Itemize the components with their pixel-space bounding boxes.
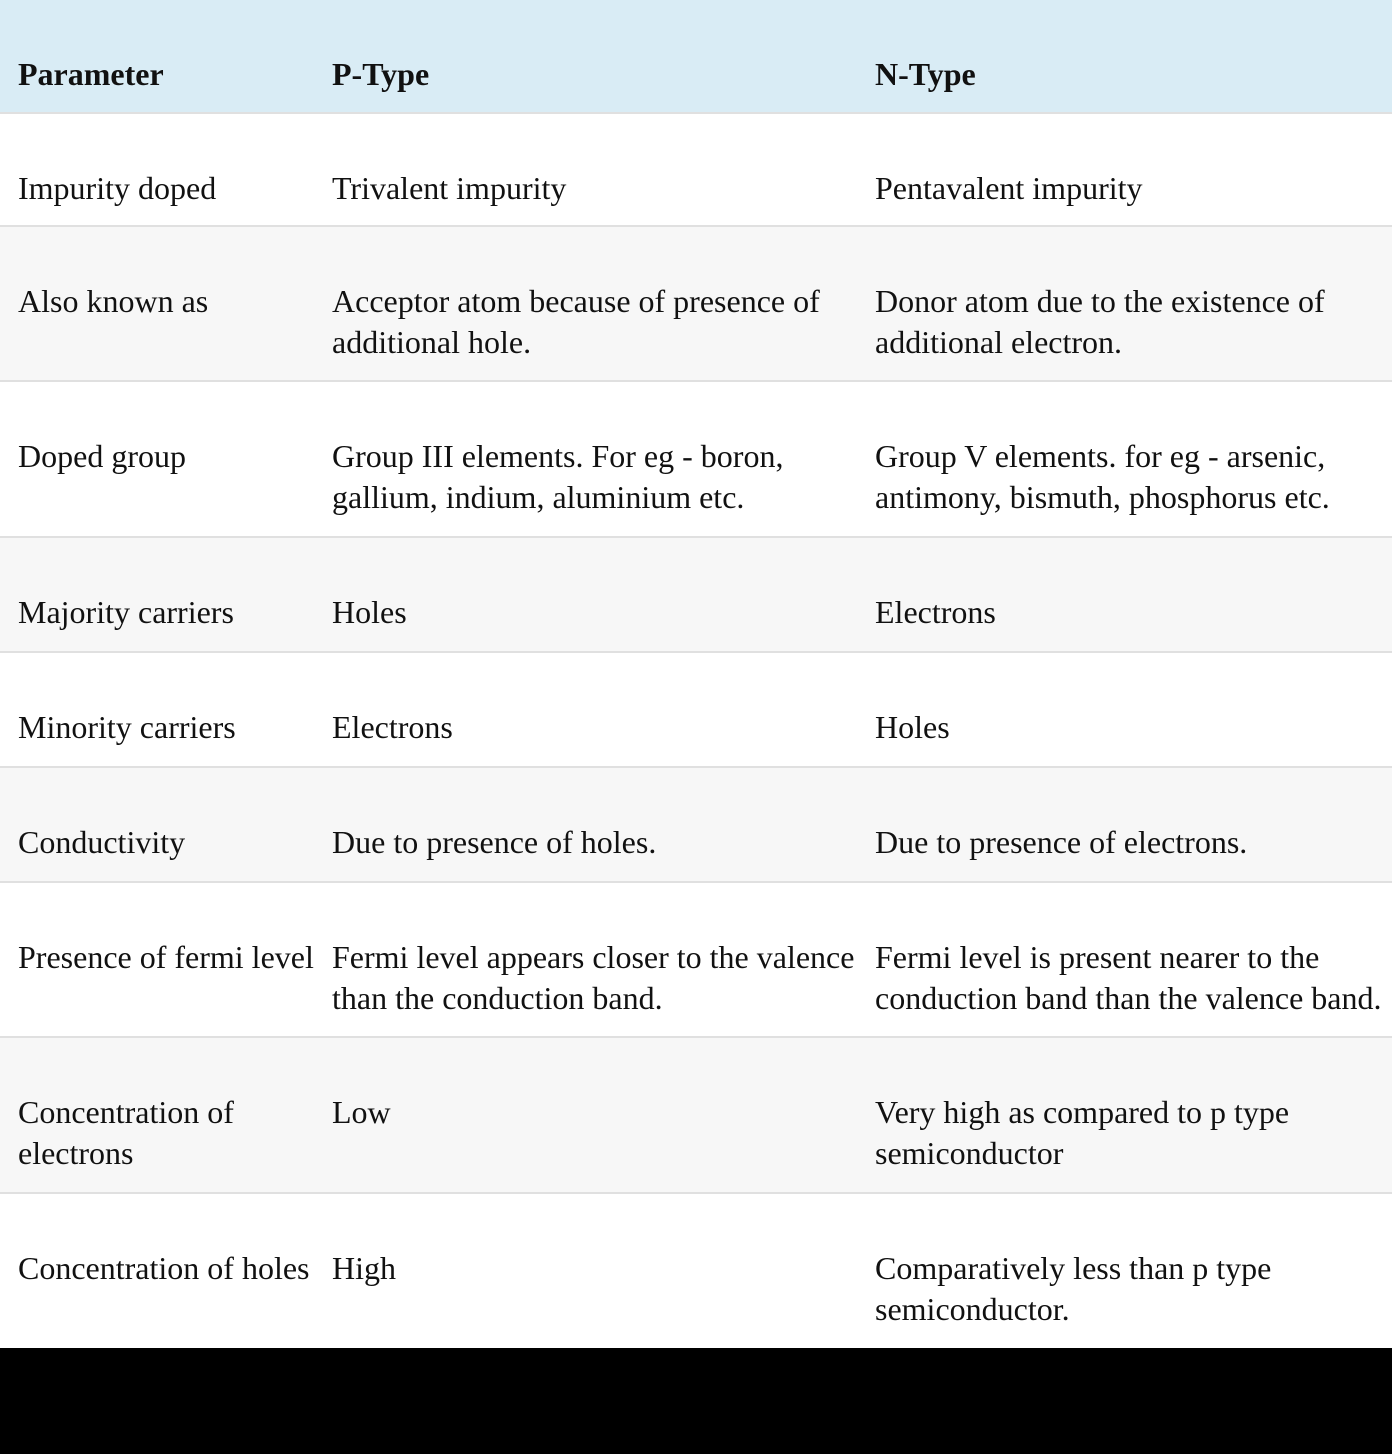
header-p-type: P-Type bbox=[332, 56, 430, 92]
header-n-type: N-Type bbox=[875, 56, 976, 92]
table-row bbox=[0, 652, 1392, 767]
cell-parameter: Presence of fermi level bbox=[18, 939, 314, 975]
cell-n-type: Very high as compared to p type semiconductor bbox=[875, 1094, 1290, 1171]
cell-parameter: Minority carriers bbox=[18, 709, 236, 745]
cell-p-type: High bbox=[332, 1250, 396, 1286]
cell-parameter: Conductivity bbox=[18, 824, 186, 860]
cell-p-type: Group III elements. For eg - boron, gallium, indium, aluminium etc. bbox=[332, 438, 784, 515]
table-row bbox=[0, 767, 1392, 882]
cell-n-type: Holes bbox=[875, 709, 950, 745]
cell-parameter: Concentration of electrons bbox=[18, 1094, 234, 1171]
cell-parameter: Doped group bbox=[18, 438, 186, 474]
header-parameter: Parameter bbox=[18, 56, 164, 92]
cell-parameter: Majority carriers bbox=[18, 594, 234, 630]
cell-p-type: Acceptor atom because of presence of additional hole. bbox=[332, 283, 820, 360]
header-row bbox=[0, 0, 1392, 113]
cell-n-type: Donor atom due to the existence of additional electron. bbox=[875, 283, 1325, 360]
cell-n-type: Group V elements. for eg - arsenic, antimony, bismuth, phosphorus etc. bbox=[875, 438, 1330, 515]
table-row bbox=[0, 226, 1392, 381]
cell-parameter: Also known as bbox=[18, 283, 209, 319]
cell-parameter: Concentration of holes bbox=[18, 1250, 310, 1286]
cell-p-type: Fermi level appears closer to the valence than the conduction band. bbox=[332, 939, 855, 1016]
black-letterbox-area bbox=[0, 1348, 1392, 1454]
table-row bbox=[0, 537, 1392, 652]
cell-p-type: Trivalent impurity bbox=[332, 170, 567, 206]
table-row bbox=[0, 882, 1392, 1037]
cell-p-type: Due to presence of holes. bbox=[332, 824, 657, 860]
table-row bbox=[0, 1193, 1392, 1348]
cell-n-type: Due to presence of electrons. bbox=[875, 824, 1248, 860]
table-header bbox=[0, 0, 1392, 113]
table-row bbox=[0, 381, 1392, 537]
cell-parameter: Impurity doped bbox=[18, 170, 217, 206]
table-row bbox=[0, 1037, 1392, 1193]
table-row bbox=[0, 113, 1392, 226]
cell-n-type: Fermi level is present nearer to the conduction band than the valence band. bbox=[875, 939, 1382, 1016]
cell-p-type: Holes bbox=[332, 594, 407, 630]
cell-n-type: Comparatively less than p type semiconductor. bbox=[875, 1250, 1272, 1327]
cell-p-type: Low bbox=[332, 1094, 391, 1130]
cell-n-type: Electrons bbox=[875, 594, 996, 630]
cell-n-type: Pentavalent impurity bbox=[875, 170, 1143, 206]
cell-p-type: Electrons bbox=[332, 709, 453, 745]
table-body bbox=[0, 113, 1392, 1348]
